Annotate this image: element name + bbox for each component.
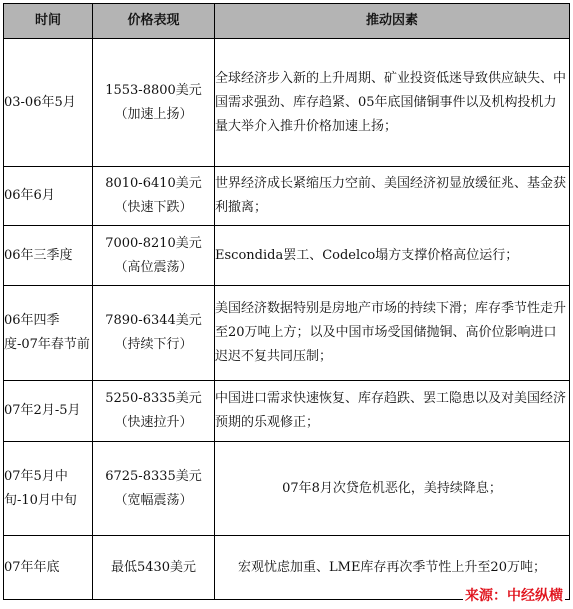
table-row: [4, 39, 570, 167]
time-cell: 06年三季度: [4, 226, 93, 286]
driver-cell: 07年8月次贷危机恶化，美持续降息；: [215, 442, 570, 536]
header-price: 价格表现: [93, 4, 215, 39]
time-cell: 06年6月: [4, 167, 93, 226]
price-cell: 6725-8335美元（宽幅震荡）: [93, 442, 215, 536]
source-label: 来源：中经纵横: [465, 588, 563, 604]
time-cell: 07年年底: [4, 536, 93, 600]
driver-cell: 宏观忧虑加重、LME库存再次季节性上升至20万吨；: [215, 536, 570, 600]
driver-cell: 世界经济成长紧缩压力空前、美国经济初显放缓征兆、基金获利撤离；: [215, 167, 570, 226]
table-header-row: [4, 4, 570, 39]
driver-cell: 美国经济数据特别是房地产市场的持续下滑；库存季节性走升至20万吨上方；以及中国市场受国储抛铜、高价位影响进口迟迟不复共同压制；: [215, 286, 570, 381]
driver-cell: Escondida罢工、Codelco塌方支撑价格高位运行；: [215, 226, 570, 286]
price-cell: 1553-8800美元（加速上扬）: [93, 39, 215, 167]
header-driver: 推动因素: [215, 4, 570, 39]
table-row: [4, 381, 570, 442]
table-row: [4, 226, 570, 286]
table-row: [4, 167, 570, 226]
time-cell: 06年四季度-07年春节前: [4, 286, 93, 381]
time-cell: 07年2月-5月: [4, 381, 93, 442]
price-cell: 8010-6410美元（快速下跌）: [93, 167, 215, 226]
table-row: [4, 442, 570, 536]
header-time: 时间: [4, 4, 93, 39]
price-cell: 最低5430美元: [93, 536, 215, 600]
time-cell: 07年5月中旬-10月中旬: [4, 442, 93, 536]
price-cell: 7000-8210美元（高位震荡）: [93, 226, 215, 286]
time-cell: 03-06年5月: [4, 39, 93, 167]
copper-price-table: [3, 3, 570, 600]
table-row: [4, 286, 570, 381]
driver-cell: 全球经济步入新的上升周期、矿业投资低迷导致供应缺失、中国需求强劲、库存趋紧、05年底国储铜事件以及机构投机力量大举介入推升价格加速上扬；: [215, 39, 570, 167]
driver-cell: 中国进口需求快速恢复、库存趋跌、罢工隐患以及对美国经济预期的乐观修正；: [215, 381, 570, 442]
price-cell: 5250-8335美元（快速拉升）: [93, 381, 215, 442]
price-cell: 7890-6344美元（持续下行）: [93, 286, 215, 381]
